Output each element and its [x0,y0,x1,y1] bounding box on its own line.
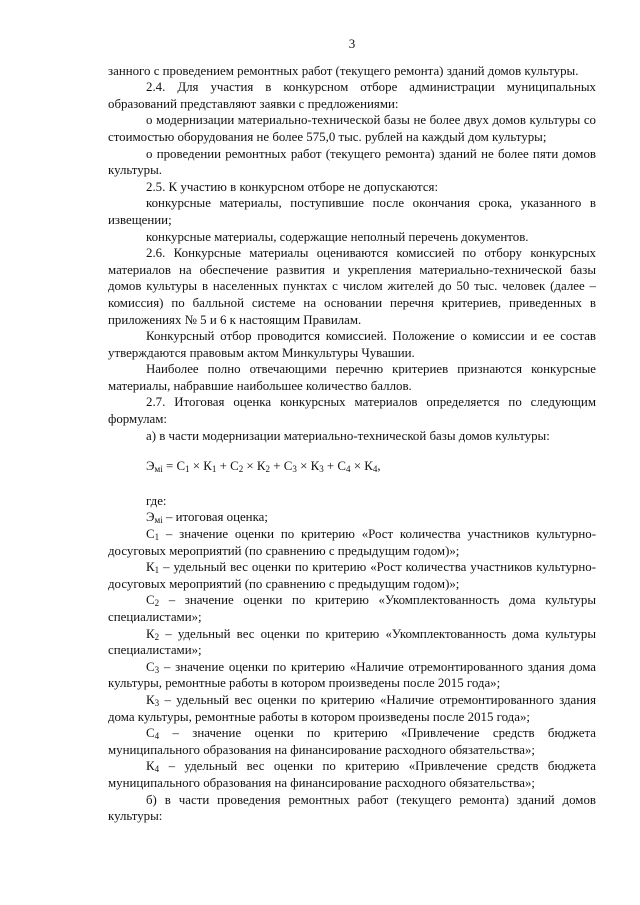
formula-times-4: × [350,459,365,474]
def-subscript: 1 [154,532,160,543]
def-symbol: К [146,692,155,707]
where-label: где: [146,493,167,508]
formula-end: , [377,459,381,474]
definition-k4 [108,758,596,791]
def-text: – удельный вес оценки по критерию «Наличие отремонтированного здания дома культуры, ремонтные работы в котором произведены после 2015 года»; [108,692,596,724]
formula-lhs: Э [146,459,155,474]
def-subscript: 4 [154,731,160,742]
formula-k3: К [310,459,320,474]
def-symbol: Э [146,510,155,525]
paragraph-modernization-option: о модернизации материально-технической базы не более двух домов культуры со стоимостью оборудования не более 575,0 тыс. рублей на каждый дом культуры; [108,113,596,144]
definition-c4 [108,725,596,758]
formula-k1: К [203,459,212,474]
def-symbol: К [146,626,155,641]
formula-times-2: × [243,459,257,474]
paragraph-2-4: 2.4. Для участия в конкурсном отборе администрации муниципальных образований представляют заявки с предложениями: [108,80,596,111]
def-text: – удельный вес оценки по критерию «Рост количества участников культурно-досуговых мероприятий (по сравнению с предыдущим годом)»; [108,560,596,591]
def-symbol: С [146,593,155,608]
formula-c1: С [176,459,186,474]
formula-plus-3: + [323,459,338,474]
formula-c2: С [230,459,239,474]
formula-k4-sub: 4 [372,464,378,475]
formula-times-3: × [296,459,311,474]
formula-k4: К [364,459,373,474]
definition-e-mi [108,509,596,526]
def-subscript: 4 [154,764,160,775]
def-text: – значение оценки по критерию «Наличие отремонтированного здания дома культуры, ремонтные работы в котором произведены после 2015 года»; [108,659,596,691]
def-symbol: С [146,726,155,741]
formula-equals: = [162,459,177,474]
formula-c2-sub: 2 [238,464,244,475]
def-symbol: К [146,560,155,575]
paragraph-late-materials: конкурсные материалы, поступившие после окончания срока, указанного в извещении; [108,196,596,227]
def-symbol: К [146,759,155,774]
def-subscript: мi [154,515,163,526]
formula-c3: С [283,459,293,474]
formula-k2-sub: 2 [265,464,271,475]
def-text: – удельный вес оценки по критерию «Привлечение средств бюджета муниципального образования на финансирование расходного обязательства»; [108,759,596,790]
formula-plus-1: + [216,459,231,474]
formula-c4: С [337,459,347,474]
paragraph-part-a: а) в части модернизации материально-технической базы домов культуры: [146,428,550,443]
paragraph-2-5: 2.5. К участию в конкурсном отборе не допускаются: [146,179,439,194]
paragraph-incomplete-materials: конкурсные материалы, содержащие неполный перечень документов. [146,229,529,244]
formula-c4-sub: 4 [346,464,351,475]
definition-k2 [108,626,596,659]
def-text: – итоговая оценка; [162,510,268,525]
paragraph-continuation: занного с проведением ремонтных работ (текущего ремонта) зданий домов культуры. [108,63,579,78]
def-subscript: 3 [154,697,160,708]
def-subscript: 2 [154,598,160,609]
definition-c3 [108,659,596,692]
paragraph-part-b: б) в части проведения ремонтных работ (текущего ремонта) зданий домов культуры: [108,792,596,824]
def-subscript: 3 [154,664,160,675]
definition-k3 [108,692,596,725]
formula-k2: К [256,459,266,474]
paragraph-best-materials: Наиболее полно отвечающими перечню критериев признаются конкурсные материалы, набравшие наибольшее количество баллов. [108,362,596,393]
formula-plus-2: + [270,459,284,474]
page-number: 3 [348,36,356,51]
formula-c3-sub: 3 [292,464,297,475]
def-subscript: 1 [154,565,160,576]
formula-c1-sub: 1 [185,464,190,475]
formula-times-1: × [189,459,204,474]
definition-k1 [108,559,596,592]
def-subscript: 2 [154,631,160,642]
def-symbol: С [146,527,155,542]
paragraph-2-7: 2.7. Итоговая оценка конкурсных материалов определяется по следующим формулам: [108,395,596,427]
formula-lhs-sub: мi [154,464,163,475]
paragraph-commission: Конкурсный отбор проводится комиссией. Положение о комиссии и ее состав утверждаются правовым актом Минкультуры Чувашии. [108,329,596,360]
paragraph-2-6: 2.6. Конкурсные материалы оцениваются комиссией по отбору конкурсных материалов на обеспечение развития и укрепления материально-технической базы домов культуры в населенных пунктах с числом жителей до 50 тыс. человек (далее – комиссия) по балльной системе на основании перечня критериев, приведенных в приложениях № 5 и 6 к настоящим Правилам. [108,246,596,327]
paragraph-repair-option: о проведении ремонтных работ (текущего ремонта) зданий не более пяти домов культуры. [108,146,596,178]
def-text: – значение оценки по критерию «Привлечение средств бюджета муниципального образования на финансирование расходного обязательства»; [108,726,596,757]
definition-c2 [108,592,596,625]
definition-c1 [108,526,596,559]
def-text: – значение оценки по критерию «Укомплектованность дома культуры специалистами»; [108,593,596,624]
def-text: – значение оценки по критерию «Рост количества участников культурно-досуговых мероприятий (по сравнению с предыдущим годом)»; [108,527,596,558]
formula-k3-sub: 3 [319,464,324,475]
score-formula [146,458,596,475]
formula-k1-sub: 1 [211,464,217,475]
def-text: – удельный вес оценки по критерию «Укомплектованность дома культуры специалистами»; [108,626,596,658]
def-symbol: С [146,659,155,674]
